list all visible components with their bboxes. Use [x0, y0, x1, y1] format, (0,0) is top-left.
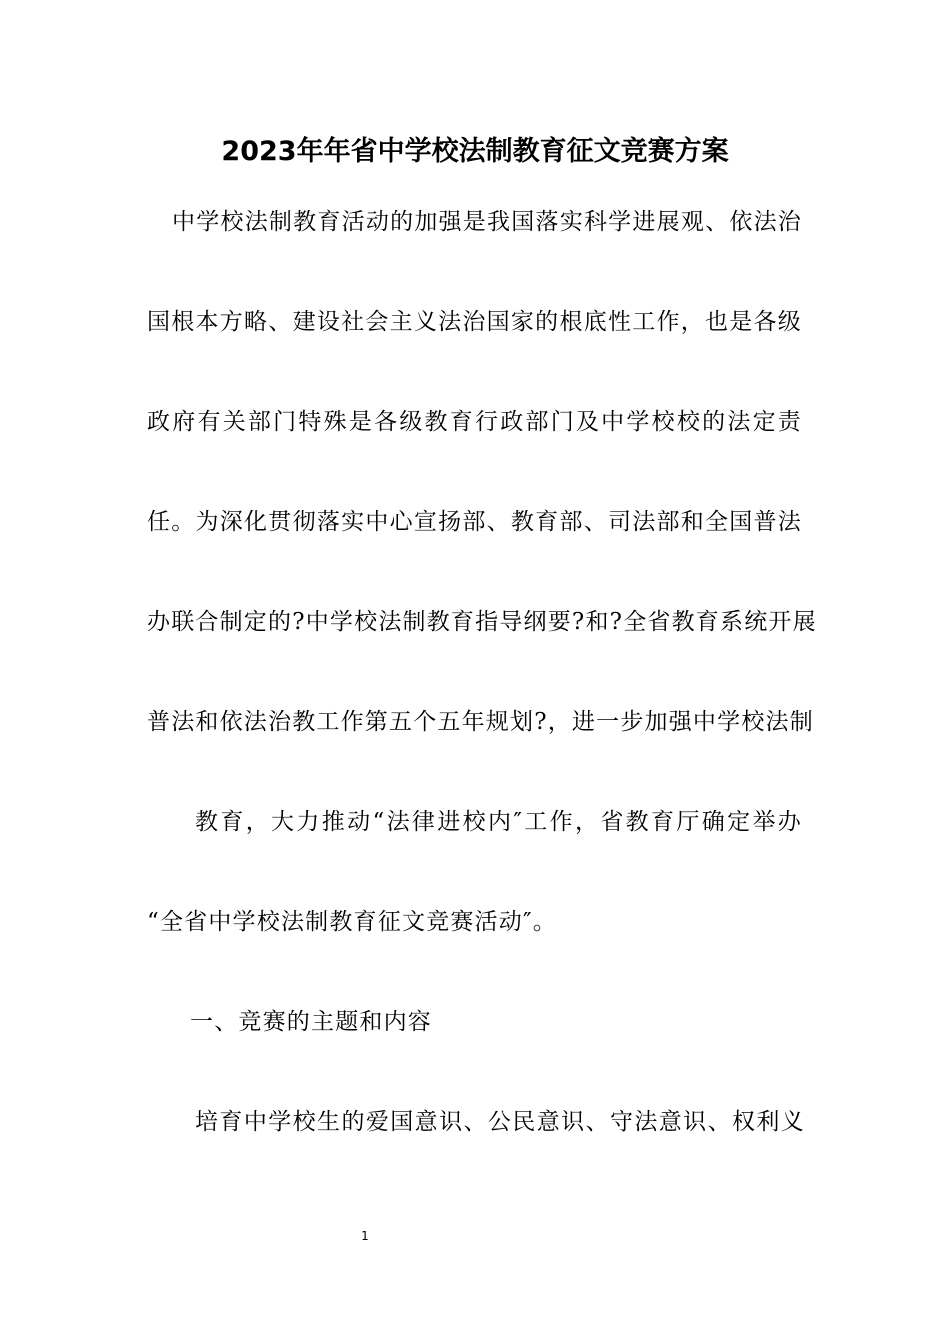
paragraph-line: 办联合制定的?中学校法制教育指导纲要?和?全省教育系统开展 [147, 609, 817, 635]
paragraph-line: 政府有关部门特殊是各级教育行政部门及中学校校的法定责 [147, 409, 802, 435]
document-title: 2023年年省中学校法制教育征文竞赛方案 [221, 136, 729, 167]
section-heading: 一、竞赛的主题和内容 [190, 1009, 432, 1035]
paragraph-line: 任。为深化贯彻落实中心宣扬部、教育部、司法部和全国普法 [147, 509, 802, 535]
paragraph-line: 中学校法制教育活动的加强是我国落实科学进展观、依法治 [172, 209, 802, 235]
paragraph-line: 培育中学校生的爱国意识、公民意识、守法意识、权利义 [195, 1109, 805, 1135]
paragraph-line: 教育，大力推动“法律进校内″工作，省教育厅确定举办 [195, 809, 802, 835]
paragraph-line: 普法和依法治教工作第五个五年规划?，进一步加强中学校法制 [147, 709, 814, 735]
paragraph-line: 国根本方略、建设社会主义法治国家的根底性工作，也是各级 [147, 309, 802, 335]
page-number: 1 [361, 1229, 369, 1243]
paragraph-line: “全省中学校法制教育征文竞赛活动″。 [147, 909, 557, 935]
